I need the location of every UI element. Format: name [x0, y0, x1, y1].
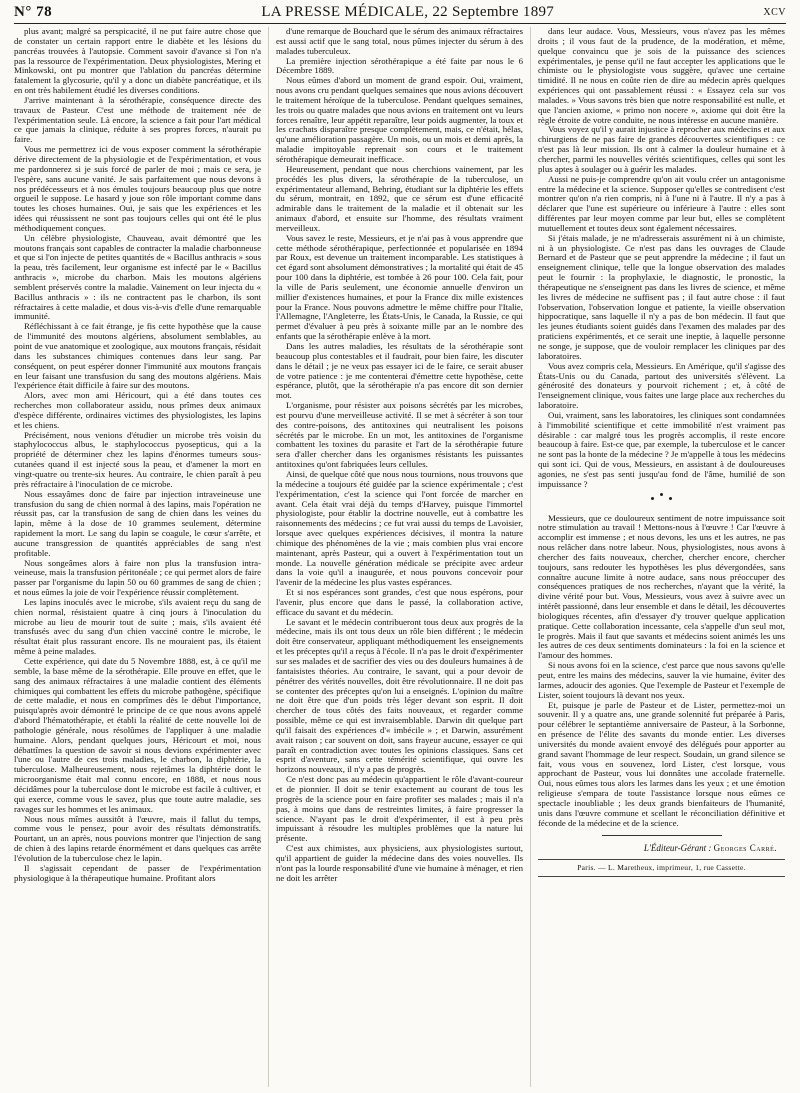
paragraph: Précisément, nous venions d'étudier un microbe très voisin du staphylococcus albus, le staphylococcus pyosepticus, qui a la propriété de déterminer chez les lapins d'énormes tumeurs sous-cutanées quand il est injecté sous la peau, et d'amener la mort en vingt-quatre ou trente-six heures. Au contraire, le chien paraît à peu près réfractaire à l'inoculation de ce microbe.: [14, 429, 261, 489]
paragraph: Messieurs, que ce douloureux sentiment de notre impuissance soit notre stimulation au travail ! Mettons-nous à l'œuvre ! Car l'œuvre à accomplir est immense ; et nous devons, les uns et les autres, ne pas nous relâcher dans notre labeur. Nous, physiologistes, nous avons à chercher des faits nouveaux, chercher, chercher encore, chercher toujours, sans redouter les hypothèses les plus dévergondées, sans connaître aucune limite à notre audace, sans nous préoccuper des conséquences pratiques de nos recherches, n'ayant que la vérité, la divine vérité pour but. Vous, Messieurs, vous avez à suivre avec un intérêt passionné, dans leur ensemble et dans le détail, les découvertes biologiques récentes, afin d'essayer d'y trouver quelque application pratique. Cette collaboration incessante, cela s'appelle d'un seul mot, le progrès. Mais il faut que savants et médecins soient animés les uns les autres de ces deux sentiments dominateurs : la foi en la science et l'amour des hommes.: [538, 512, 785, 661]
column-3-upper: [538, 27, 785, 490]
paragraph: Dans les autres maladies, les résultats de la sérothérapie sont beaucoup plus contestables et il faudrait, pour bien faire, les discuter dans le détail ; je ne veux pas essayer ici de le faire, ce serait abuser de votre patience : je me contenterai d'émettre cette hypothèse, cette espérance, plutôt, que la sérothérapie n'a pas encore dit son dernier mot.: [276, 341, 523, 401]
paragraph: Cette expérience, qui date du 5 Novembre 1888, est, à ce qu'il me semble, la base même de la sérothérapie. Elle prouve en effet, que le sang des animaux réfractaires à une maladie contient des éléments chimiques qui combattent les effets du microbe pathogène, spécifique de cette maladie, et nous en comprîmes dès le début l'importance, puisqu'après avoir démontré le principe de ce que nous avons appelé d'abord l'hématothérapie, et établi la réalité de cette nouvelle loi de pathologie générale, nous résolûmes de l'appliquer à une maladie humaine. Alors, pendant quelques jours, Héricourt et moi, nous débattîmes la question de savoir si nous devions expérimenter avec l'une ou l'autre de ces trois maladies, le charbon, la diphtérie, la tuberculose. Malheureusement, nous rejetâmes la diphtérie dont le microorganisme était mal connu encore, en 1888, et nous nous décidâmes pour la tuberculose dont le microbe est facile à cultiver, et qui exerce, comme vous le savez, plus que toute autre maladie, ses ravages sur les hommes et les animaux.: [14, 656, 261, 814]
signature-rule: [602, 835, 722, 836]
column-1: [14, 27, 261, 1087]
paragraph: Vous savez le reste, Messieurs, et je n'ai pas à vous apprendre que cette méthode sérothérapique, perfectionnée et popularisée en 1894 par Roux, est devenue un traitement incomparable. Les statistiques à cet égard sont absolument démonstratives ; la mortalité qui était de 45 pour 100 dans la diphtérie, est tombée à 26 pour 100. Cela fait, pour la ville de Paris seulement, une économie annuelle d'environ un millier d'existences humaines, et pour la France dix mille existences pour la France. Nous pouvons admettre le même chiffre pour l'Italie, l'Allemagne, l'Angleterre, les États-Unis, le Canada, la Russie, ce qui permet d'évaluer à peu près à soixante mille par an le nombre des enfants que la sérothérapie enlève à la mort.: [276, 232, 523, 342]
paragraph: Ainsi, de quelque côté que nous nous tournions, nous trouvons que la médecine a toujours été guidée par la science expérimentale ; c'est l'expérimentation, c'est la science qui l'ont forcée de marcher en avant. Cela était vrai déjà du temps d'Harvey, puisque l'immortel physiologiste, pour établir la doctrine nouvelle, eut à combattre les raisonnements des médecins ; ce fut vrai aussi du temps de Lavoisier, lorsque avec quelques expériences décisives, il montra la nature chimique des phénomènes de la vie ; mais combien plus vrai encore maintenant, après Pasteur, qui a ouvert à l'expérimentation tout un monde. La nouvelle génération médicale se précipite avec ardeur dans la voie qu'il a inaugurée, et nous pouvons concevoir pour l'avenir de la médecine les plus vastes espérances.: [276, 468, 523, 588]
paragraph: Nous nous mîmes aussitôt à l'œuvre, mais il fallut du temps, comme vous le pensez, pour avoir des résultats démonstratifs. Pourtant, un an après, nous pouvions montrer que l'injection de sang de chien à des lapins retarde énormément et dans quelques cas arrête l'évolution de la tuberculose chez le lapin.: [14, 813, 261, 863]
paragraph: J'arrive maintenant à la sérothérapie, conséquence directe des travaux de Pasteur. C'est une méthode de traitement née de l'expérimentation seule. Là encore, la science a fait pour l'art médical ce que jamais la clinique, réduite à ses propres forces, n'aurait pu faire.: [14, 94, 261, 145]
article-columns: [14, 27, 786, 1087]
paragraph: dans leur audace. Vous, Messieurs, vous n'avez pas les mêmes droits ; il vous faut de la prudence, de la modération, et même, quelque convaincu que je sois de la puissance des sciences expérimentales, je pense qu'il ne faut accepter les applications que le chimiste ou le physiologiste vous suggère, qu'avec une certaine timidité. Il ne nous en coûte rien de dire au médecin après quelques expériences qui ont passablement réussi : « Essayez cela sur vos malades. » Vous savons très bien que notre responsabilité est nulle, et que l'ancien axiome, « primo non nocere », axiome qui doit être la règle étroite de votre conduite, ne nous intéresse en aucune manière.: [538, 27, 785, 125]
running-header: [14, 2, 786, 22]
printer-rule: [538, 859, 785, 860]
journal-title: LA PRESSE MÉDICALE, 22 Septembre 1897: [261, 3, 555, 20]
paragraph: Si j'étais malade, je ne m'adresserais assurément ni à un chimiste, ni à un physiologiste. Ce n'est pas dans les ouvrages de Claude Bernard et de Pasteur que se peut apprendre la médecine ; il faut un enseignement clinique, telle que la longue observation des malades peut le fournir : la prophylaxie, le diagnostic, le pronostic, la thérapeutique ne s'enseignent pas dans les livres de science, et même les livres de médecine ne suffisent pas ; il faut autre chose : il faut l'observation, l'observation longue et patiente, la vieille observation hippocratique, sans laquelle il n'y a pas de bon médecin. Il faut que les jeunes étudiants soient guidés dans l'examen des malades par des praticiens expérimentés, et ce serait une ineptie, à laquelle personne ne songe, je suppose, que de vouloir remplacer les cliniques par des laboratoires.: [538, 232, 785, 361]
signature-name: Georges Carré.: [713, 842, 777, 853]
printer-rule-bottom: [538, 876, 785, 877]
paragraph: Heureusement, pendant que nous cherchions vainement, par les procédés les plus divers, la sérothérapie de la tuberculose, un expérimentateur allemand, Behring, étudiant sur la diphtérie les effets du sérum, montrait, en 1892, que ce sérum est d'une efficacité admirable dans le traitement de la maladie et il obtenait sur les animaux d'abord, et ensuite sur l'homme, des résultats vraiment merveilleux.: [276, 163, 523, 233]
column-3-lower: [538, 514, 785, 829]
paragraph: Les lapins inoculés avec le microbe, s'ils avaient reçu du sang de chien normal, résistaient quatre à cinq jours à l'inoculation du microbe au lieu de mourir tout de suite ; mais, s'ils avaient été transfusés avec du sang d'un chien vacciné contre le microbe, le résultat était plus rassurant encore. Ils ne mouraient pas, ils étaient même à peine malades.: [14, 596, 261, 657]
column-divider: [530, 27, 531, 1087]
printer-imprint: Paris. — L. Maretheux, imprimeur, 1, rue Cassette.: [577, 863, 746, 873]
paragraph: Nous essayâmes donc de faire par injection intraveineuse une transfusion du sang de chien normal à des lapins, mais l'opération ne réussit pas, car la transfusion de sang de chien dans les veines du lapin, même à la dose de 10 grammes seulement, détermine rapidement la mort. Le sang du lapin se coagule, le cœur s'arrête, et aucune transgression de quantités appréciables de sang n'est profitable.: [14, 488, 261, 558]
paragraph: C'est aux chimistes, aux physiciens, aux physiologistes surtout, qu'il appartient de guider la médecine dans des voies nouvelles. Ils n'ont pas la lourde responsabilité d'une vie humaine à ménager, et rien ne doit les arrêter: [276, 843, 523, 883]
section-break-ornament: [538, 494, 785, 504]
paragraph: Alors, avec mon ami Héricourt, qui a été dans toutes ces recherches mon collaborateur assidu, nous prîmes deux animaux d'espèce différente, ordinaires victimes des physiologistes, les lapins et les chiens.: [14, 390, 261, 430]
paragraph: Réfléchissant à ce fait étrange, je fis cette hypothèse que la cause de l'immunité des moutons algériens, absolument semblables, au point de vue anatomique et zoologique, aux moutons français, résidait dans les substances chimiques contenues dans leur sang. Par conséquent, on peut espérer donner l'immunité aux moutons français en leur faisant une transfusion du sang des moutons algériens. Mais l'expérience était difficile à faire sur des moutons.: [14, 321, 261, 391]
paragraph: Et, puisque je parle de Pasteur et de Lister, permettez-moi un souvenir. Il y a quatre ans, une grande solennité fut préparée à Paris, pour célébrer le septantième anniversaire de Pasteur, à la Sorbonne, en présence de l'élite des savants du monde entier. Les diverses universités du monde avaient envoyé des délégués pour apporter au grand savant l'hommage de leur respect. Soudain, un grand silence se fait, vous vous en souvenez, lord Lister, c'est lorsque, vous approchant de Pasteur, vous lui donnâtes une accolade fraternelle. Oui, nous eûmes tous alors les larmes dans les yeux ; et une émotion religieuse s'empara de toute l'assistance lorsque nous eûmes ce spectacle inoubliable ; les deux grands bienfaiteurs de l'humanité, unis dans l'œuvre commune et scellant le réconciliation définitive et féconde de la médecine et de la science.: [538, 699, 785, 828]
paragraph: Vous me permettrez ici de vous exposer comment la sérothérapie dérive directement de la physiologie et de l'expérimentation, et vous me pardonnerez si je suis forcé de parler de moi ; mais ce sera, je l'espère, sans aucune vanité. Je sais parfaitement que nous devons à nos prédécesseurs et à nos émules toujours beaucoup plus que notre orgueil le suppose. Le hasard y joue son rôle important comme dans toutes les choses humaines. Oui, je sais que les expériences et les idées qui réussissent ne sont pas toujours celles qui ont été le plus méthodiquement conçues.: [14, 144, 261, 233]
paragraph: Le savant et le médecin contribueront tous deux aux progrès de la médecine, mais ils ont tous deux un rôle bien différent ; le médecin doit être conservateur, appliquant méthodiquement les enseignements et les préceptes qu'il a reçus à l'école. Il n'a pas le droit d'expérimenter sur ses malades et de sacrifier des vies ou des douleurs humaines à de fantaisistes théories. Au contraire, le savant, qui a pour devoir de pénétrer des vérités nouvelles, doit être révolutionnaire. Il ne doit pas se contenter des préceptes qu'on lui a enseignés. L'opinion du maître ne doit être que d'un poids très léger devant son esprit. Il doit chercher de tous côtés des faits nouveaux, et regarder comme possible, même ce qui est invraisemblable. Darwin dit quelque part qu'il faisait des expériences d'« imbécile » ; et Darwin, assurément avait raison ; car souvent on doit, sans frayeur aucune, essayer ce qui paraît en contradiction avec toutes les opinions classiques. Sans cet esprit d'aventure, sans cette témérité scientifique, qui ouvre les horizons nouveaux, il n'y a pas de progrès.: [276, 616, 523, 775]
page-folio: XCV: [763, 6, 786, 18]
paragraph: Si nous avons foi en la science, c'est parce que nous savons qu'elle peut, entre les mains des médecins, sauver la vie humaine, éviter des larmes, adoucir des agonies. Que l'exemple de Pasteur et l'exemple de Lister, soient toujours là devant nos yeux.: [538, 660, 785, 700]
paragraph: Et si nos espérances sont grandes, c'est que nous espérons, pour l'avenir, plus encore que dans le passé, la collaboration active, efficace du savant et du médecin.: [276, 587, 523, 617]
paragraph: L'organisme, pour résister aux poisons sécrétés par les microbes, est pourvu d'une merveilleuse activité. Il se met à sécréter à son tour des contre-poisons, des antitoxines qui neutralisent les poisons sécrétés par le microbe. En un mot, les antitoxines de l'organisme combattent les toxines du parasite et l'art de la sérothérapie future sera d'aller chercher dans les organismes résistants les puissantes antitoxines qu'ont fabriquées leurs cellules.: [276, 400, 523, 470]
paragraph: Oui, vraiment, sans les laboratoires, les cliniques sont condamnées à l'immobilité scientifique et cette immobilité n'est vraiment pas désirable : car malgré tous les progrès accomplis, il reste encore beaucoup à faire. Est-ce que, par exemple, la tuberculose et le cancer ne sont pas la honte de la médecine ? Je m'appelle à tous les médecins qui sont ici. Qui de vous, Messieurs, en assistant à de douloureuses agonies, ne s'est pas senti jusqu'au fond de l'âme, humilié de son impuissance ?: [538, 409, 785, 489]
signature-label: L'Éditeur-Gérant :: [643, 842, 712, 853]
column-divider: [268, 27, 269, 1087]
paragraph: Ce n'est donc pas au médecin qu'appartient le rôle d'avant-coureur et de pionnier. Il doit se tenir exactement au courant de tous les progrès de la science pour en faire profiter ses malades ; mais il n'a pas, à moins que dans de restreintes limites, à faire progresser la science. N'ayant pas le droit d'expérimenter, il est à peu près impuissant à résoudre les multiples problèmes que la nature lui présente.: [276, 774, 523, 844]
editor-signature: [538, 844, 785, 854]
paragraph: plus avant; malgré sa perspicacité, il ne put faire autre chose que de constater un certain rapport entre le diabète et les lésions du pancréas trouvées à l'autopsie. Comment savoir d'avance si l'on n'a pas la ressource de l'expérimentation. Deux physiologistes, Mering et Minkowski, ont pu montrer que l'ablation du pancréas détermine fatalement la glycosurie, qu'il y a donc un diabète pancréatique, et ils en ont très habilement étudié les diverses conditions.: [14, 27, 261, 96]
paragraph: Vous avez compris cela, Messieurs. En Amérique, qu'il s'agisse des États-Unis ou du Canada, partout des universités s'élèvent. La générosité des donateurs y pourvoit richement ; et, à côté de l'enseignement clinique, vous faites une large place aux recherches du laboratoire.: [538, 360, 785, 411]
paragraph: Nous songeâmes alors à faire non plus la transfusion intra-veineuse, mais la transfusion péritonéale ; ce qui permet alors de faire passer par l'organisme du lapin 50 ou 60 grammes de sang de chien ; et nous eûmes la joie de voir l'expérience réussir complètement.: [14, 557, 261, 598]
paragraph: Il s'agissait cependant de passer de l'expérimentation physiologique à la thérapeutique humaine. Profitant alors: [14, 862, 261, 883]
column-3: [538, 27, 785, 1087]
paragraph: La première injection sérothérapique a été faite par nous le 6 Décembre 1889.: [276, 55, 523, 76]
paragraph: Aussi ne puis-je comprendre qu'on ait voulu créer un antagonisme entre la médecine et la science. Supposer qu'elles se contredisent c'est montrer qu'on n'a rien compris, ni à l'une ni à l'autre. Il n'y a pas à déclarer que l'une est supérieure ou inférieure à l'autre : elles sont différentes par leur moyen comme par leur but, elles se complètent mutuellement et toutes deux sont également nécessaires.: [538, 173, 785, 233]
paragraph: Nous eûmes d'abord un moment de grand espoir. Oui, vraiment, nous avons cru pendant quelques semaines que nous avions découvert le traitement héroïque de la tuberculose. Pendant quelques semaines, les trois ou quatre malades que nous avions en traitement ont vu leurs forces renaître, leur appétit reparaître, leur poids augmenter, la toux et les crachats disparaître presque complètement, mais, ce n'était, hélas, qu'une amélioration passagère. Un mois, ou un mois et demi après, la maladie impitoyable reprenait son cours et le traitement sérothérapique demeurait inefficace.: [276, 75, 523, 164]
paragraph: Vous voyez qu'il y aurait injustice à reprocher aux médecins et aux chirurgiens de ne pas faire de grandes découvertes scientifiques : ce n'est pas là leur mission. Ils ont à calmer la douleur humaine et à chercher, parmi les nouvelles vérités scientifiques, celles qui sont les plus aptes à soulager ou à guérir les malades.: [538, 124, 785, 174]
paragraph: d'une remarque de Bouchard que le sérum des animaux réfractaires est aussi actif que le sang total, nous pûmes injecter du sérum à des malades tuberculeux.: [276, 27, 523, 56]
issue-number: N° 78: [14, 3, 53, 20]
paragraph: Un célèbre physiologiste, Chauveau, avait démontré que les moutons français sont capables de contracter la maladie charbonneuse et que si l'on injecte de petites quantités de « Bacillus anthracis » sous la peau, très facilement, leur organisme est infecté par le « Bacillus anthracis », microbe du charbon. Mais les moutons algériens semblent préservés contre la maladie. Vainement on leur injecta du « Bacillus anthracis » : ils ne contractent pas le charbon, ils sont réfractaires à cette maladie, et dous vis-à-vis d'elle d'une remarquable immunité.: [14, 232, 261, 322]
column-2: [276, 27, 523, 1087]
header-rule: [14, 23, 786, 24]
